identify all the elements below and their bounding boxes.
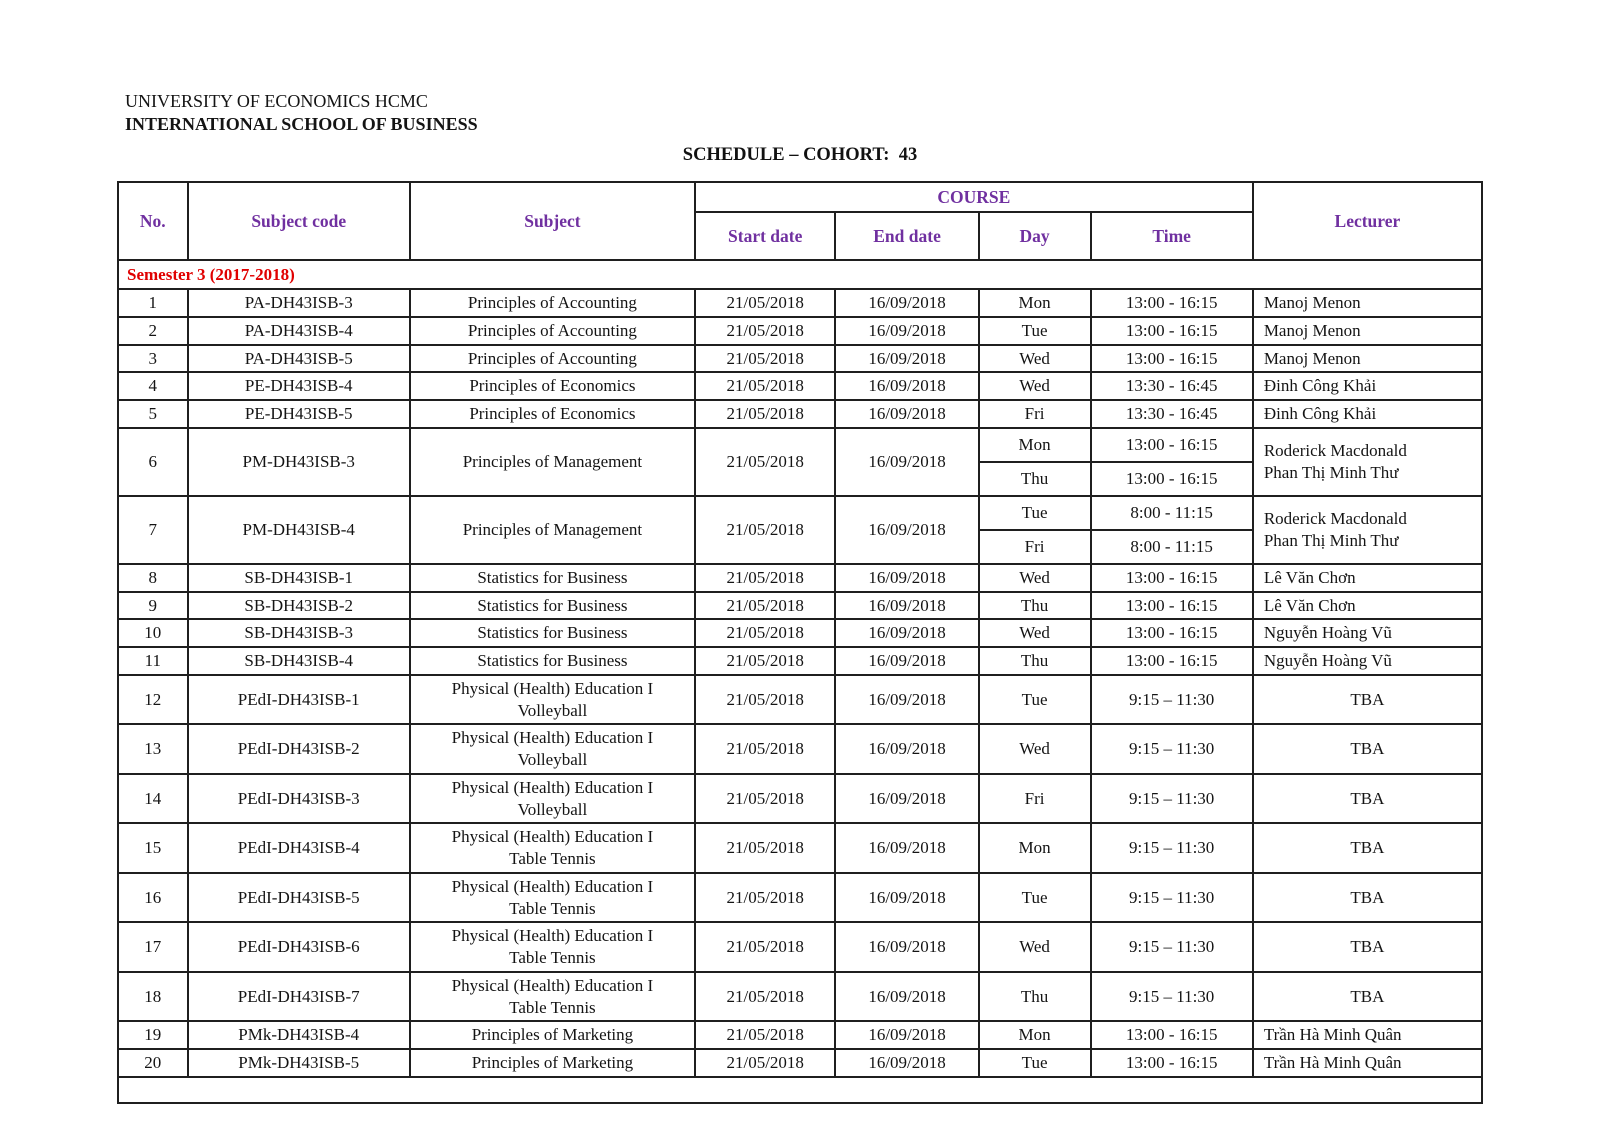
cell-no: 15: [118, 823, 188, 873]
cell-start-date: 21/05/2018: [695, 823, 835, 873]
cell-end-date: 16/09/2018: [835, 372, 978, 400]
cell-subject: Statistics for Business: [410, 619, 695, 647]
cell-start-date: 21/05/2018: [695, 1021, 835, 1049]
cell-end-date: 16/09/2018: [835, 972, 978, 1022]
table-header: [118, 182, 1482, 260]
cell-lecturer: Nguyễn Hoàng Vũ: [1253, 647, 1482, 675]
cell-subject-code: PE-DH43ISB-5: [188, 400, 410, 428]
col-header-time: Time: [1091, 212, 1253, 260]
cell-no: 19: [118, 1021, 188, 1049]
cell-subject: Physical (Health) Education I Volleyball: [410, 675, 695, 725]
cell-subject-code: SB-DH43ISB-4: [188, 647, 410, 675]
empty-bottom-cell: [118, 1077, 1482, 1103]
cell-day: Wed: [979, 922, 1091, 972]
col-header-subject-code: Subject code: [188, 182, 410, 260]
cell-time: 8:00 - 11:15: [1091, 496, 1253, 530]
schedule-table: [117, 181, 1483, 1104]
cell-end-date: 16/09/2018: [835, 823, 978, 873]
table-row: [118, 922, 1482, 972]
cell-subject: Statistics for Business: [410, 564, 695, 592]
cell-time: 8:00 - 11:15: [1091, 530, 1253, 564]
cell-no: 3: [118, 345, 188, 373]
table-row: [118, 1049, 1482, 1077]
cell-subject: Physical (Health) Education I Table Tennis: [410, 972, 695, 1022]
cell-time: 13:30 - 16:45: [1091, 372, 1253, 400]
table-row: [118, 647, 1482, 675]
cell-day: Mon: [979, 428, 1091, 462]
table-row: [118, 289, 1482, 317]
cell-start-date: 21/05/2018: [695, 400, 835, 428]
school-name: INTERNATIONAL SCHOOL OF BUSINESS: [125, 114, 478, 135]
cell-end-date: 16/09/2018: [835, 647, 978, 675]
cell-no: 14: [118, 774, 188, 824]
cell-end-date: 16/09/2018: [835, 289, 978, 317]
cell-subject-code: PE-DH43ISB-4: [188, 372, 410, 400]
cell-time: 13:00 - 16:15: [1091, 1021, 1253, 1049]
table-row: [118, 372, 1482, 400]
cell-subject: Principles of Economics: [410, 372, 695, 400]
cell-subject-code: PEdI-DH43ISB-1: [188, 675, 410, 725]
cell-time: 9:15 – 11:30: [1091, 823, 1253, 873]
cell-day: Thu: [979, 592, 1091, 620]
cell-time: 13:00 - 16:15: [1091, 345, 1253, 373]
cell-start-date: 21/05/2018: [695, 675, 835, 725]
cell-subject: Physical (Health) Education I Table Tennis: [410, 823, 695, 873]
cell-subject: Physical (Health) Education I Volleyball: [410, 774, 695, 824]
cell-subject-code: PMk-DH43ISB-4: [188, 1021, 410, 1049]
table-body: [118, 260, 1482, 1077]
cell-subject: Statistics for Business: [410, 647, 695, 675]
cell-no: 18: [118, 972, 188, 1022]
cell-subject: Principles of Management: [410, 428, 695, 496]
cell-day: Fri: [979, 774, 1091, 824]
cell-time: 13:00 - 16:15: [1091, 564, 1253, 592]
cell-day: Wed: [979, 619, 1091, 647]
schedule-document: [117, 90, 1483, 1104]
cell-subject: Principles of Economics: [410, 400, 695, 428]
header-row-1: [118, 182, 1482, 212]
semester-section-row: [118, 260, 1482, 289]
cell-time: 13:00 - 16:15: [1091, 619, 1253, 647]
table-footer: [118, 1077, 1482, 1103]
cell-lecturer: TBA: [1253, 972, 1482, 1022]
cell-day: Mon: [979, 823, 1091, 873]
cell-no: 13: [118, 724, 188, 774]
cell-no: 20: [118, 1049, 188, 1077]
col-header-lecturer: Lecturer: [1253, 182, 1482, 260]
cell-subject: Physical (Health) Education I Table Tennis: [410, 873, 695, 923]
cell-subject-code: PMk-DH43ISB-5: [188, 1049, 410, 1077]
cell-lecturer: Roderick Macdonald Phan Thị Minh Thư: [1253, 428, 1482, 496]
cell-subject-code: PEdI-DH43ISB-4: [188, 823, 410, 873]
cell-subject-code: PEdI-DH43ISB-6: [188, 922, 410, 972]
table-row: [118, 1021, 1482, 1049]
cell-start-date: 21/05/2018: [695, 724, 835, 774]
table-row: [118, 619, 1482, 647]
cell-end-date: 16/09/2018: [835, 724, 978, 774]
cell-end-date: 16/09/2018: [835, 345, 978, 373]
cell-subject-code: SB-DH43ISB-2: [188, 592, 410, 620]
cell-subject: Statistics for Business: [410, 592, 695, 620]
table-row: [118, 823, 1482, 873]
cell-time: 13:00 - 16:15: [1091, 428, 1253, 462]
cell-time: 9:15 – 11:30: [1091, 922, 1253, 972]
cell-end-date: 16/09/2018: [835, 1049, 978, 1077]
cell-lecturer: TBA: [1253, 675, 1482, 725]
cell-time: 9:15 – 11:30: [1091, 724, 1253, 774]
cell-start-date: 21/05/2018: [695, 592, 835, 620]
cell-subject-code: PA-DH43ISB-3: [188, 289, 410, 317]
cell-subject-code: PM-DH43ISB-4: [188, 496, 410, 564]
table-row: [118, 345, 1482, 373]
cell-end-date: 16/09/2018: [835, 564, 978, 592]
cell-day: Wed: [979, 345, 1091, 373]
cell-end-date: 16/09/2018: [835, 496, 978, 564]
table-row: [118, 428, 1482, 462]
cell-start-date: 21/05/2018: [695, 1049, 835, 1077]
cell-lecturer: TBA: [1253, 873, 1482, 923]
col-header-subject: Subject: [410, 182, 695, 260]
cell-lecturer: Trần Hà Minh Quân: [1253, 1049, 1482, 1077]
cell-start-date: 21/05/2018: [695, 873, 835, 923]
cell-time: 13:00 - 16:15: [1091, 317, 1253, 345]
cell-subject-code: PM-DH43ISB-3: [188, 428, 410, 496]
cell-day: Mon: [979, 1021, 1091, 1049]
cell-subject: Principles of Management: [410, 496, 695, 564]
cell-start-date: 21/05/2018: [695, 372, 835, 400]
cell-subject-code: PEdI-DH43ISB-7: [188, 972, 410, 1022]
cell-lecturer: Đinh Công Khải: [1253, 400, 1482, 428]
cell-start-date: 21/05/2018: [695, 647, 835, 675]
cell-subject-code: SB-DH43ISB-3: [188, 619, 410, 647]
col-header-no: No.: [118, 182, 188, 260]
cell-subject: Principles of Marketing: [410, 1021, 695, 1049]
table-row: [118, 592, 1482, 620]
semester-section-label: Semester 3 (2017-2018): [118, 260, 1482, 289]
empty-bottom-row: [118, 1077, 1482, 1103]
cell-end-date: 16/09/2018: [835, 317, 978, 345]
cell-subject: Principles of Accounting: [410, 317, 695, 345]
cell-end-date: 16/09/2018: [835, 873, 978, 923]
cell-lecturer: Nguyễn Hoàng Vũ: [1253, 619, 1482, 647]
cell-subject: Physical (Health) Education I Table Tennis: [410, 922, 695, 972]
cell-lecturer: TBA: [1253, 774, 1482, 824]
cell-subject: Physical (Health) Education I Volleyball: [410, 724, 695, 774]
cell-start-date: 21/05/2018: [695, 496, 835, 564]
table-row: [118, 972, 1482, 1022]
cell-no: 2: [118, 317, 188, 345]
cell-start-date: 21/05/2018: [695, 922, 835, 972]
cell-start-date: 21/05/2018: [695, 972, 835, 1022]
cell-day: Thu: [979, 462, 1091, 496]
col-header-start-date: Start date: [695, 212, 835, 260]
cell-no: 8: [118, 564, 188, 592]
cell-subject-code: SB-DH43ISB-1: [188, 564, 410, 592]
cell-day: Tue: [979, 675, 1091, 725]
cell-time: 13:00 - 16:15: [1091, 1049, 1253, 1077]
cell-time: 9:15 – 11:30: [1091, 972, 1253, 1022]
cell-subject-code: PA-DH43ISB-4: [188, 317, 410, 345]
cell-end-date: 16/09/2018: [835, 675, 978, 725]
cell-lecturer: Đinh Công Khải: [1253, 372, 1482, 400]
cell-lecturer: Manoj Menon: [1253, 317, 1482, 345]
cell-subject-code: PEdI-DH43ISB-5: [188, 873, 410, 923]
cell-end-date: 16/09/2018: [835, 619, 978, 647]
cell-no: 5: [118, 400, 188, 428]
cell-end-date: 16/09/2018: [835, 1021, 978, 1049]
table-row: [118, 496, 1482, 530]
cell-time: 13:30 - 16:45: [1091, 400, 1253, 428]
cell-time: 9:15 – 11:30: [1091, 774, 1253, 824]
cell-start-date: 21/05/2018: [695, 564, 835, 592]
cell-time: 13:00 - 16:15: [1091, 462, 1253, 496]
cell-subject: Principles of Accounting: [410, 289, 695, 317]
cell-subject: Principles of Marketing: [410, 1049, 695, 1077]
cell-time: 9:15 – 11:30: [1091, 873, 1253, 923]
col-header-course-group: COURSE: [695, 182, 1253, 212]
cell-lecturer: Trần Hà Minh Quân: [1253, 1021, 1482, 1049]
cell-subject-code: PA-DH43ISB-5: [188, 345, 410, 373]
cell-lecturer: TBA: [1253, 724, 1482, 774]
cell-time: 9:15 – 11:30: [1091, 675, 1253, 725]
cell-time: 13:00 - 16:15: [1091, 592, 1253, 620]
cell-start-date: 21/05/2018: [695, 289, 835, 317]
university-name: UNIVERSITY OF ECONOMICS HCMC: [125, 91, 428, 111]
cell-no: 9: [118, 592, 188, 620]
cell-day: Thu: [979, 647, 1091, 675]
cell-day: Wed: [979, 564, 1091, 592]
cell-no: 10: [118, 619, 188, 647]
cell-start-date: 21/05/2018: [695, 774, 835, 824]
cell-day: Thu: [979, 972, 1091, 1022]
cell-no: 4: [118, 372, 188, 400]
cell-subject: Principles of Accounting: [410, 345, 695, 373]
cell-no: 1: [118, 289, 188, 317]
cell-day: Tue: [979, 317, 1091, 345]
cell-no: 12: [118, 675, 188, 725]
cell-start-date: 21/05/2018: [695, 428, 835, 496]
cell-no: 7: [118, 496, 188, 564]
table-row: [118, 774, 1482, 824]
cell-time: 13:00 - 16:15: [1091, 647, 1253, 675]
cell-start-date: 21/05/2018: [695, 317, 835, 345]
cell-lecturer: TBA: [1253, 823, 1482, 873]
table-row: [118, 873, 1482, 923]
cell-day: Fri: [979, 400, 1091, 428]
cell-lecturer: TBA: [1253, 922, 1482, 972]
table-row: [118, 675, 1482, 725]
cell-time: 13:00 - 16:15: [1091, 289, 1253, 317]
table-row: [118, 400, 1482, 428]
cell-no: 17: [118, 922, 188, 972]
cell-lecturer: Manoj Menon: [1253, 289, 1482, 317]
cell-lecturer: Manoj Menon: [1253, 345, 1482, 373]
cell-subject-code: PEdI-DH43ISB-3: [188, 774, 410, 824]
cell-day: Tue: [979, 873, 1091, 923]
cell-day: Wed: [979, 724, 1091, 774]
cell-day: Fri: [979, 530, 1091, 564]
cell-no: 6: [118, 428, 188, 496]
col-header-end-date: End date: [835, 212, 978, 260]
schedule-title: SCHEDULE – COHORT: 43: [682, 145, 918, 166]
table-row: [118, 564, 1482, 592]
cell-end-date: 16/09/2018: [835, 922, 978, 972]
col-header-day: Day: [979, 212, 1091, 260]
table-row: [118, 317, 1482, 345]
cell-day: Tue: [979, 496, 1091, 530]
cell-no: 11: [118, 647, 188, 675]
cell-end-date: 16/09/2018: [835, 428, 978, 496]
cell-end-date: 16/09/2018: [835, 400, 978, 428]
cell-lecturer: Lê Văn Chơn: [1253, 592, 1482, 620]
cell-lecturer: Lê Văn Chơn: [1253, 564, 1482, 592]
cell-day: Mon: [979, 289, 1091, 317]
cell-end-date: 16/09/2018: [835, 774, 978, 824]
cell-no: 16: [118, 873, 188, 923]
cell-start-date: 21/05/2018: [695, 619, 835, 647]
cell-subject-code: PEdI-DH43ISB-2: [188, 724, 410, 774]
cell-day: Wed: [979, 372, 1091, 400]
cell-start-date: 21/05/2018: [695, 345, 835, 373]
table-row: [118, 724, 1482, 774]
cell-lecturer: Roderick Macdonald Phan Thị Minh Thư: [1253, 496, 1482, 564]
cell-day: Tue: [979, 1049, 1091, 1077]
cell-end-date: 16/09/2018: [835, 592, 978, 620]
